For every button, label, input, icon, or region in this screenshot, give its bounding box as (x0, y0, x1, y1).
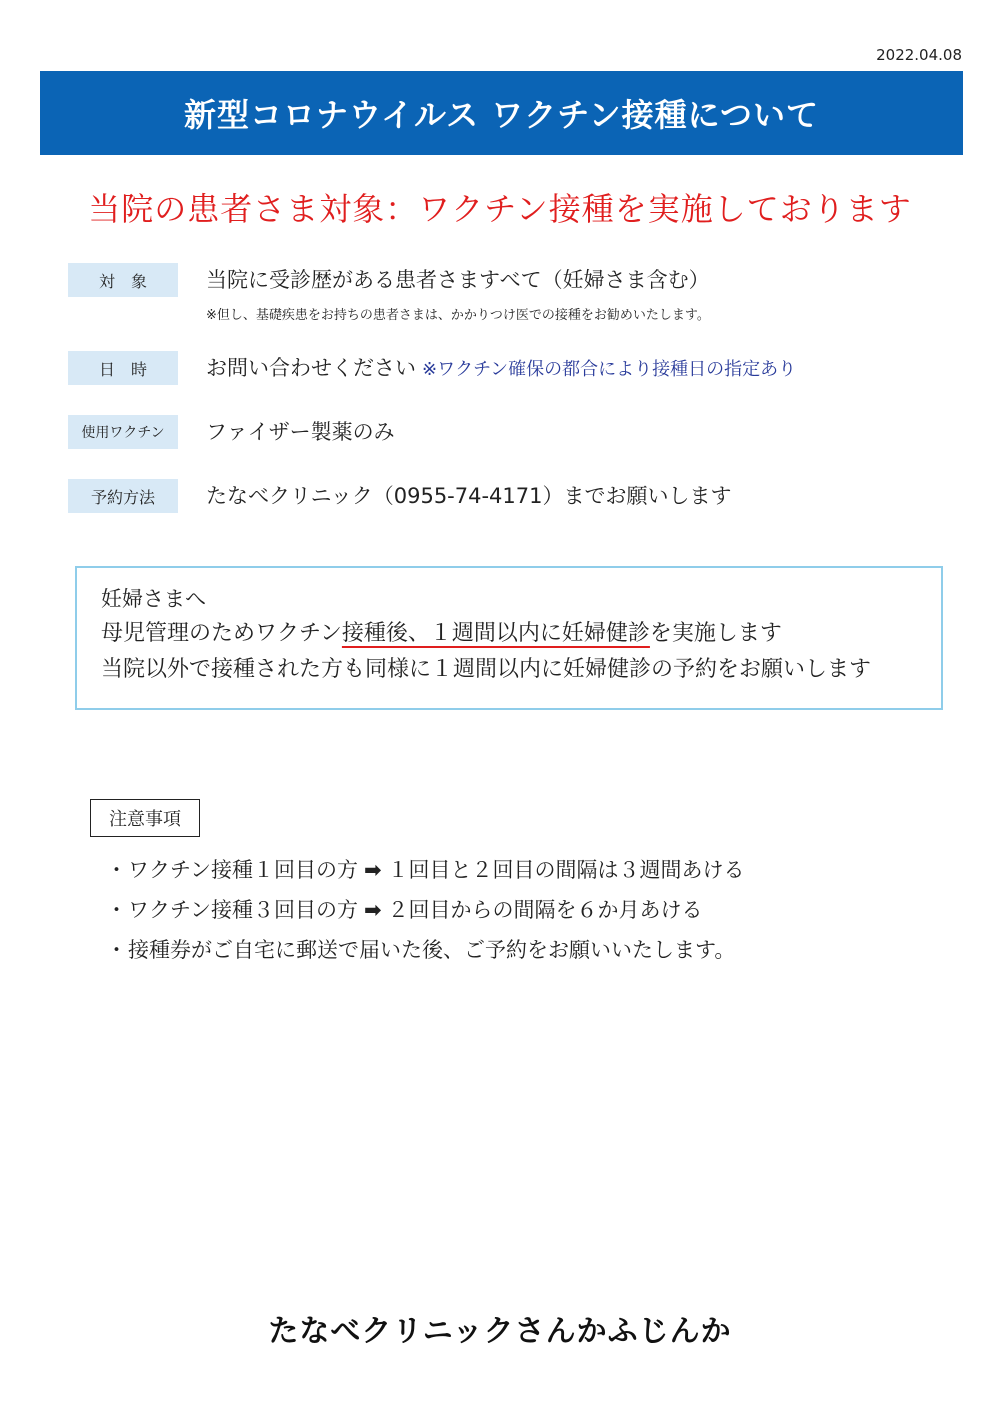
value-datetime-wrapper (206, 351, 796, 387)
datetime-note: ※ワクチン確保の都合により接種日の指定あり (422, 359, 797, 380)
label-vaccine: 使用ワクチン (68, 415, 178, 449)
caution-item-2-pre: ワクチン接種３回目の方 (128, 898, 358, 922)
arrow-right-icon: ➡ (363, 858, 382, 882)
value-datetime: お問い合わせください (206, 356, 416, 380)
pregnant-title: 妊婦さまへ (101, 587, 206, 611)
pregnant-line-1-post: を実施します (649, 621, 782, 646)
row-vaccine (68, 415, 395, 449)
value-vaccine: ファイザー製薬のみ (206, 420, 395, 444)
bullet: ・ (106, 858, 127, 882)
pregnant-line-1-pre: 母児管理のためワクチン (101, 621, 342, 646)
clinic-signature: たなべクリニックさんかふじんか (268, 1314, 732, 1349)
date-stamp: 2022.04.08 (876, 46, 962, 64)
caution-item-1-pre: ワクチン接種１回目の方 (128, 858, 358, 882)
pregnant-line-2: 当院以外で接種された方も同様に１週間以内に妊婦健診の予約をお願いします (101, 657, 872, 682)
bullet: ・ (106, 898, 127, 922)
caution-item-1-post: １回目と２回目の間隔は３週間あける (387, 858, 745, 882)
pregnant-notice-box (75, 566, 943, 710)
pregnant-line-1 (101, 616, 919, 652)
value-reservation: たなべクリニック（0955-74-4171）までお願いします (206, 484, 732, 508)
pregnant-line-1-emphasis: 接種後、１週間以内に妊婦健診 (341, 621, 650, 646)
row-target (68, 263, 710, 297)
arrow-right-icon: ➡ (363, 898, 382, 922)
label-datetime: 日 時 (68, 351, 178, 385)
row-reservation (68, 479, 732, 513)
caution-item-1 (106, 850, 745, 890)
caution-item-3 (106, 930, 745, 970)
label-reservation: 予約方法 (68, 479, 178, 513)
row-datetime (68, 351, 796, 387)
bullet: ・ (106, 938, 127, 962)
caution-item-2-post: ２回目からの間隔を６か月あける (387, 898, 703, 922)
caution-item-3-text: 接種券がご自宅に郵送で届いた後、ご予約をお願いいたします。 (128, 938, 736, 962)
page-title: 新型コロナウイルス ワクチン接種について (184, 96, 819, 134)
value-target: 当院に受診歴がある患者さますべて（妊婦さま含む） (206, 268, 710, 292)
caution-list (106, 850, 745, 970)
page-title-banner (40, 71, 963, 155)
caution-item-2 (106, 890, 745, 930)
label-target: 対 象 (68, 263, 178, 297)
target-note: ※但し、基礎疾患をお持ちの患者さまは、かかりつけ医での接種をお勧めいたします。 (206, 308, 710, 323)
caution-tag: 注意事項 (90, 799, 200, 837)
headline: 当院の患者さま対象：ワクチン接種を実施しております (88, 190, 912, 228)
